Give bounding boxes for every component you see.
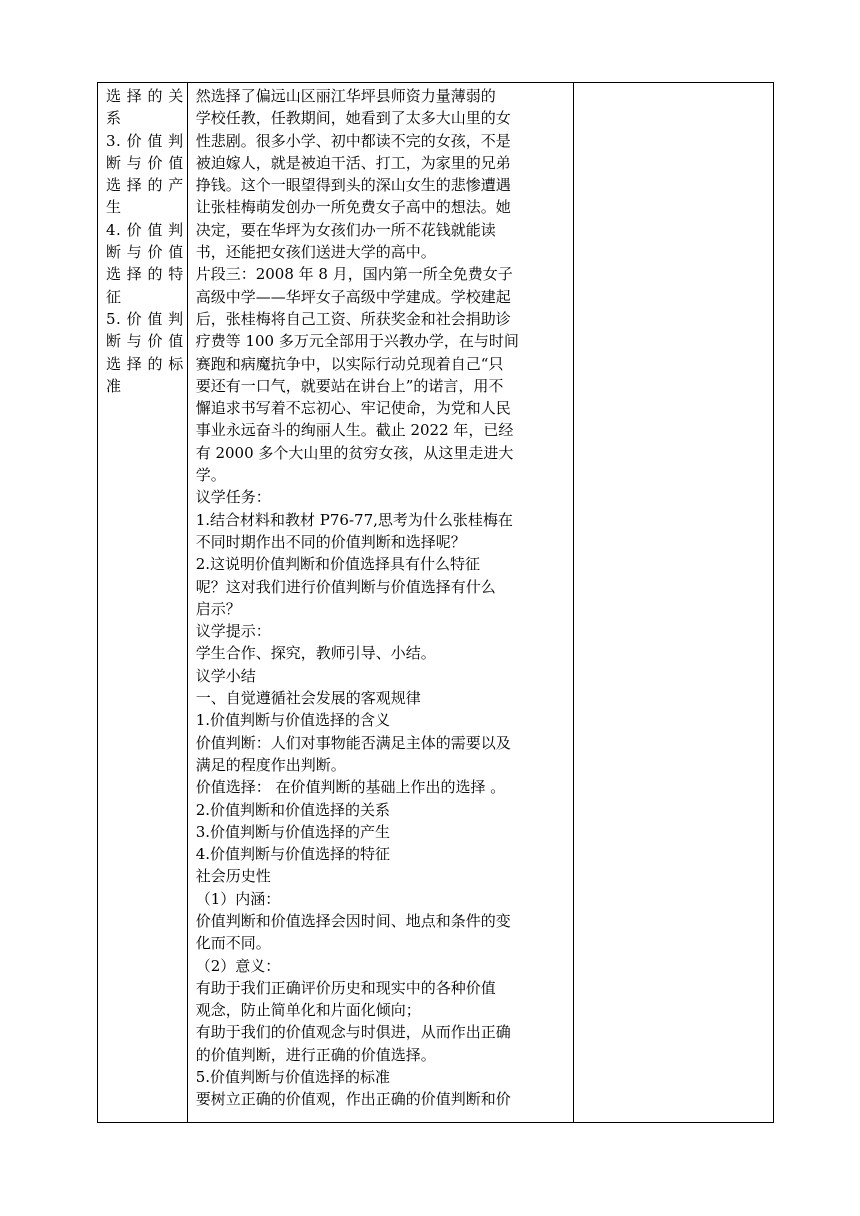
text-line: 观念，防止简单化和片面化倾向；: [195, 1001, 421, 1020]
text-line: 决定，要在华坪为女孩们办一所不花钱就能读: [195, 220, 496, 239]
text-line: 挣钱。这个一眼望得到头的深山女生的悲惨遭遇: [195, 176, 511, 195]
text-line: 5. 价 值 判: [106, 309, 184, 328]
text-line: 有助于我们正确评价历史和现实中的各种价值: [195, 978, 496, 997]
text-line: 选 择 的 产: [106, 176, 184, 195]
text-line: 准: [106, 376, 122, 395]
outline-cell: [98, 83, 188, 1123]
text-line: 4. 价 值 判: [106, 220, 184, 239]
text-line: 化而不同。: [195, 934, 271, 953]
text-line: 让张桂梅萌发创办一所免费女子高中的想法。她: [195, 198, 511, 217]
text-line: 议学任务：: [195, 488, 271, 507]
text-line: 断 与 价 值: [106, 332, 184, 351]
text-line: 议学小结: [195, 666, 256, 685]
text-line: 要还有一口气，就要站在讲台上”的诺言，用不: [195, 376, 504, 395]
text-line: 的价值判断，进行正确的价值选择。: [195, 1045, 436, 1064]
text-line: 事业永远奋斗的绚丽人生。截止 2022 年，已经: [195, 421, 514, 440]
text-line: 选 择 的 标: [106, 354, 184, 373]
text-line: 2.价值判断和价值选择的关系: [195, 800, 391, 819]
text-line: 价值选择： 在价值判断的基础上作出的选择 。: [195, 778, 506, 797]
text-line: 2.这说明价值判断和价值选择具有什么特征: [195, 555, 481, 574]
text-line: 一、自觉遵循社会发展的客观规律: [195, 689, 421, 708]
text-line: （1）内涵：: [195, 889, 281, 908]
text-line: 懈追求书写着不忘初心、牢记使命，为党和人民: [195, 399, 511, 418]
text-line: 5.价值判断与价值选择的标准: [195, 1068, 391, 1087]
text-line: 议学提示：: [195, 622, 271, 641]
text-line: 选 择 的 关: [106, 87, 184, 105]
text-line: 赛跑和病魔抗争中，以实际行动兑现着自己“只: [195, 354, 504, 373]
text-line: 1.结合材料和教材 P76-77,思考为什么张桂梅在: [195, 510, 513, 529]
text-line: 片段三：2008 年 8 月，国内第一所全免费女子: [195, 265, 513, 284]
outline-lines: [106, 85, 184, 397]
text-line: 有 2000 多个大山里的贫穷女孩，从这里走进大: [195, 443, 514, 462]
notes-cell: [574, 83, 774, 1123]
table-row: [98, 83, 774, 1123]
text-line: 3. 价 值 判: [106, 131, 184, 150]
text-line: 1.价值判断与价值选择的含义: [195, 711, 391, 730]
text-line: 断 与 价 值: [106, 243, 184, 262]
text-line: 学校任教，任教期间，她看到了太多大山里的女: [195, 109, 511, 128]
text-line: 价值判断和价值选择会因时间、地点和条件的变: [195, 911, 511, 930]
text-line: 有助于我们的价值观念与时俱进，从而作出正确: [195, 1023, 511, 1042]
text-line: 选 择 的 特: [106, 265, 184, 284]
text-line: 书，还能把女孩们送进大学的高中。: [195, 243, 436, 262]
text-line: 高级中学——华坪女子高级中学建成。学校建起: [195, 287, 511, 306]
text-line: 社会历史性: [195, 867, 271, 886]
text-line: 满足的程度作出判断。: [195, 755, 346, 774]
text-line: 要树立正确的价值观，作出正确的价值判断和价: [195, 1090, 511, 1109]
text-line: （2）意义：: [195, 956, 281, 975]
content-lines: [196, 85, 568, 1111]
text-line: 征: [106, 287, 122, 306]
text-line: 性悲剧。很多小学、初中都读不完的女孩，不是: [195, 131, 511, 150]
text-line: 3.价值判断与价值选择的产生: [195, 822, 391, 841]
text-line: 断 与 价 值: [106, 153, 184, 172]
text-line: 呢？这对我们进行价值判断与价值选择有什么: [195, 577, 496, 596]
text-line: 不同时期作出不同的价值判断和选择呢？: [195, 532, 466, 551]
text-line: 学生合作、探究，教师引导、小结。: [195, 644, 436, 663]
text-line: 4.价值判断与价值选择的特征: [195, 845, 391, 864]
text-line: 价值判断：人们对事物能否满足主体的需要以及: [195, 733, 511, 752]
text-line: 生: [106, 198, 122, 217]
text-line: 后，张桂梅将自己工资、所获奖金和社会捐助诊: [195, 309, 511, 328]
text-line: 学。: [195, 466, 226, 485]
lesson-plan-table: [97, 82, 774, 1123]
content-cell: [187, 83, 574, 1123]
text-line: 被迫嫁人，就是被迫干活、打工，为家里的兄弟: [195, 153, 511, 172]
text-line: 系: [106, 109, 122, 128]
text-line: 然选择了偏远山区丽江华坪县师资力量薄弱的: [195, 87, 496, 105]
text-line: 启示？: [195, 599, 241, 618]
text-line: 疗费等 100 多万元全部用于兴教办学，在与时间: [195, 332, 519, 351]
